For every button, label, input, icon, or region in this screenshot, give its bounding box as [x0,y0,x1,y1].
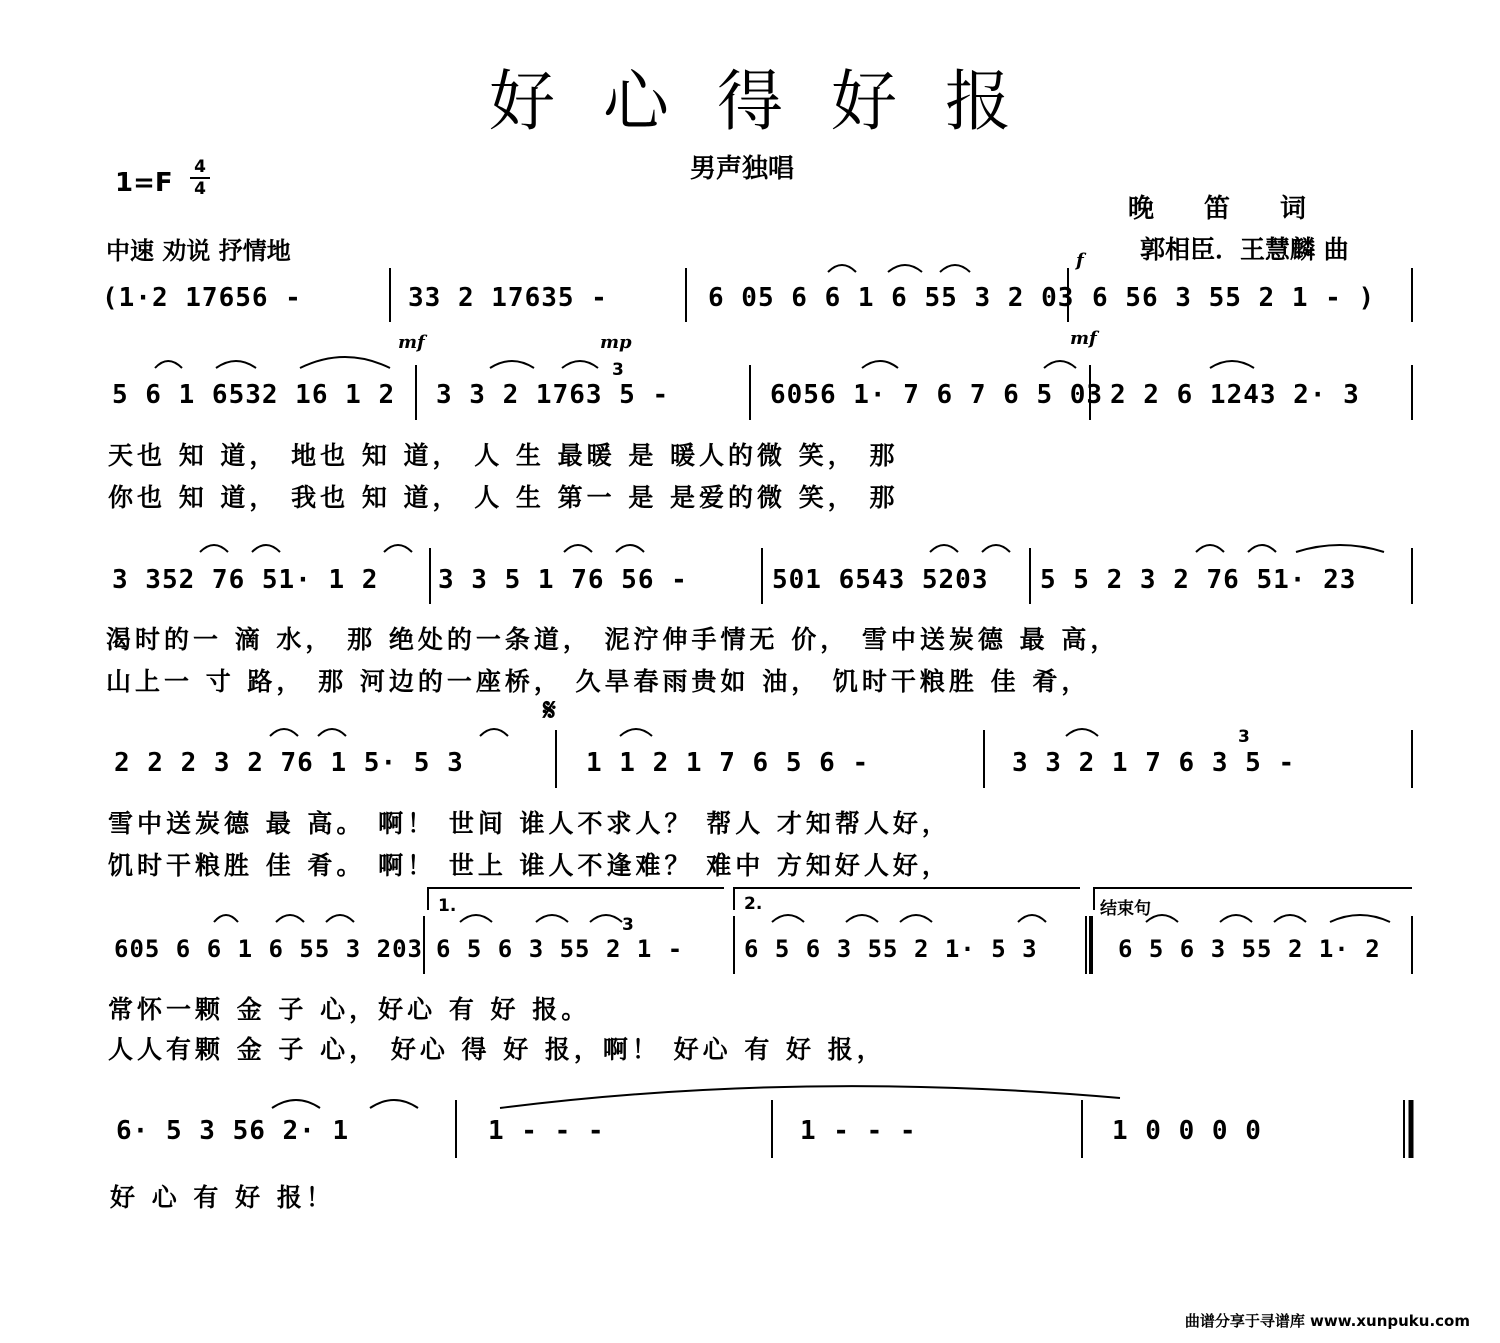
dynamic-mf: mf [1070,328,1097,349]
page-title: 好心得好报 [489,63,1059,140]
tempo-marking: 中速 劝说 抒情地 [106,237,291,265]
notation-measure: 2 2 6 1243 2· 3 [1110,380,1360,410]
lyrics-verse-2: 山上一 寸 路， 那 河边的一座桥， 久旱春雨贵如 油， 饥时干粮胜 佳 肴， [106,667,1091,696]
time-signature-top: 4 [194,157,206,177]
notation-measure: 1 0 0 0 0 [1112,1116,1262,1146]
notation-measure: 5 5 2 3 2 76 51· 23 [1040,565,1357,595]
lyrics-verse-2: 你也 知 道， 我也 知 道， 人 生 第一 是 是爱的微 笑， 那 [108,483,899,512]
lyrics-verse-1: 雪中送炭德 最 高。 啊！ 世间 谁人不求人？ 帮人 才知帮人好， [108,809,951,838]
notation-measure: 1 - - - [488,1116,605,1146]
dynamic-mp: mp [600,332,632,353]
triplet-mark: 3 [622,915,634,935]
lyrics-verse-1: 好 心 有 好 报！ [110,1183,335,1212]
notation-measure: 1 - - - [800,1116,917,1146]
composer-credit: 郭相臣．王慧麟 曲 [1140,235,1349,264]
notation-measure: 6 56 3 55 2 1 - ) [1092,283,1376,313]
dynamic-f: f [1076,250,1084,271]
notation-measure: 6 05 6 6 1 6 55 3 2 03 [708,283,1075,313]
volta-1-label: 1. [438,896,457,916]
notation-measure: 6· 5 3 56 2· 1 [116,1116,350,1146]
key-signature: 1=F [115,168,173,198]
notation-measure: 3 3 5 1 76 56 - [438,565,688,595]
lyrics-verse-1: 天也 知 道， 地也 知 道， 人 生 最暖 是 暖人的微 笑， 那 [108,441,899,470]
lyricist-credit: 晚笛词 [1128,194,1357,224]
subtitle: 男声独唱 [690,154,795,184]
notation-measure: 2 2 2 3 2 76 1 5· 5 3 [114,748,464,778]
lyrics-verse-1: 渴时的一 滴 水， 那 绝处的一条道， 泥泞伸手情无 价， 雪中送炭德 最 高， [106,625,1120,654]
lyrics-verse-2: 人人有颗 金 子 心， 好心 得 好 报，啊！ 好心 有 好 报， [108,1035,886,1064]
segno-sign: 𝄋 [543,693,556,728]
notation-measure: 6056 1· 7 6 7 6 5 03 [770,380,1104,410]
dynamic-mf: mf [398,332,425,353]
notation-measure: 6 5 6 3 55 2 1· 5 3 [744,935,1038,963]
notation-measure: 5 6 1 6532 16 1 2 [112,380,396,410]
triplet-mark: 3 [1238,727,1250,747]
notation-measure: 3 352 76 51· 1 2 [112,565,379,595]
triplet-mark: 3 [612,360,624,380]
notation-measure: 6 5 6 3 55 2 1 - [436,935,684,963]
ending-label: 结束句 [1100,899,1151,919]
notation-measure: 3 3 2 1763 5 - [436,380,670,410]
notation-measure: 1 1 2 1 7 6 5 6 - [586,748,870,778]
notation-measure: 605 6 6 1 6 55 3 203 [114,935,423,963]
notation-measure: (1·2 17656 - [102,283,302,313]
lyrics-verse-2: 饥时干粮胜 佳 肴。 啊！ 世上 谁人不逢难？ 难中 方知好人好， [108,851,951,880]
volta-2-label: 2. [744,894,763,914]
notation-measure: 501 6543 5203 [772,565,989,595]
source-credit: 曲谱分享于寻谱库 www.xunpuku.com [1184,1312,1470,1330]
time-signature-bottom: 4 [194,179,206,199]
notation-measure: 3 3 2 1 7 6 3 5 - [1012,748,1296,778]
notation-measure: 6 5 6 3 55 2 1· 2 [1118,935,1381,963]
lyrics-verse-1: 常怀一颗 金 子 心，好心 有 好 报。 [108,995,591,1024]
notation-measure: 33 2 17635 - [408,283,608,313]
